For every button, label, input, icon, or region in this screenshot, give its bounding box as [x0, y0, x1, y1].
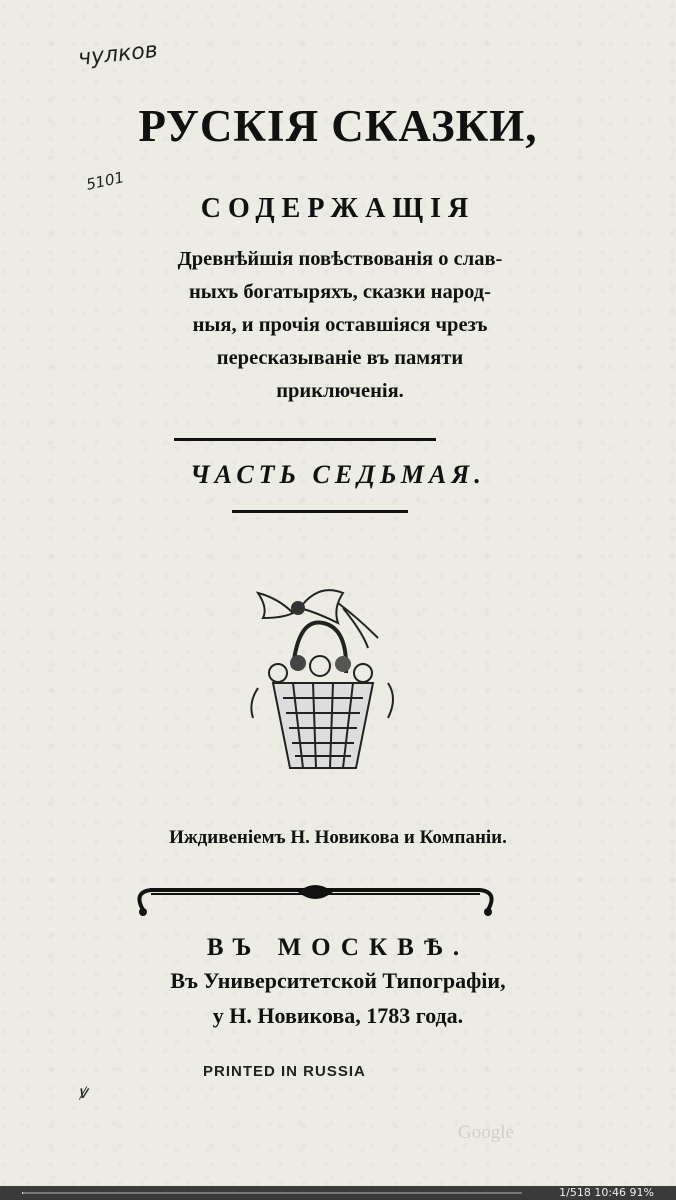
reader-status-bar [0, 1186, 676, 1200]
flower-basket-vignette [238, 578, 408, 778]
printed-in-russia-stamp: PRINTED IN RUSSIA [203, 1063, 366, 1080]
divider-rule-bottom [232, 510, 408, 513]
margin-mark: ꝟ [78, 1082, 88, 1103]
description-line: приключенія. [276, 380, 404, 402]
year-line: у Н. Новикова, 1783 года. [212, 1003, 464, 1028]
book-title: РУСКІЯ СКАЗКИ, [138, 101, 538, 151]
book-description [70, 243, 610, 408]
description-line: ныя, и прочія оставшіяся чрезъ [192, 314, 488, 336]
description-line: пересказываніе въ памяти [216, 347, 464, 369]
description-line: Древнѣйшія повѣствованія о слав- [177, 248, 503, 270]
handwritten-author-note: чулков [76, 37, 159, 72]
publisher-line: Иждивеніемъ Н. Новикова и Компаніи. [169, 827, 507, 848]
ornamental-divider [133, 880, 498, 922]
battery-level: 91% [629, 1186, 654, 1199]
part-heading: ЧАСТЬ СЕДЬМАЯ. [190, 460, 486, 489]
status-info [559, 1186, 654, 1200]
google-watermark: Google [458, 1122, 514, 1143]
city-line: ВЪ МОСКВѢ. [206, 934, 470, 961]
clock: 10:46 [594, 1186, 627, 1199]
book-subtitle: СОДЕРЖАЩІЯ [200, 193, 476, 224]
press-line: Въ Университетской Типографіи, [170, 968, 506, 993]
divider-rule-top [174, 438, 436, 441]
handwritten-catalog-number: 5101 [84, 168, 126, 194]
reading-progress-bar[interactable] [22, 1192, 522, 1194]
page-indicator: 1/518 [559, 1186, 591, 1199]
description-line: ныхъ богатыряхъ, сказки народ- [188, 281, 491, 303]
reading-progress-fill [22, 1192, 23, 1194]
